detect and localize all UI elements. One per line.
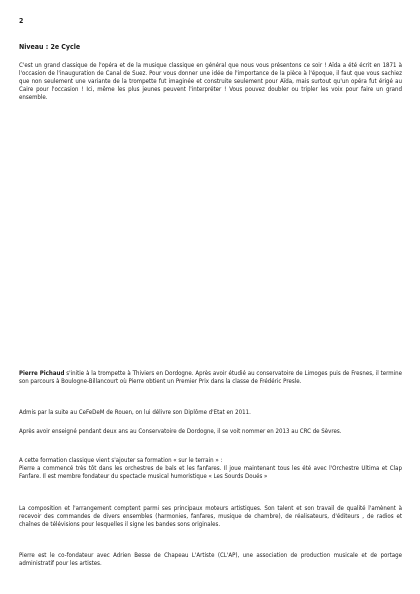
bio-paragraph-4: [19, 457, 402, 481]
bio-paragraph-1: [19, 370, 402, 386]
bio-paragraph-5: La composition et l'arrangement comptent parmi ses principaux moteurs artistiques. Son talent et son travail de qualité l'amènent à recevoir des commandes de divers ensembles (harmonies, fanfares, musique de chambre), de réalisateurs, d'éditeurs , de radios et chaînes de télévisions pour lesquelles il signe les bandes sons originales.: [19, 505, 402, 529]
bio-paragraph-4-text: Pierre a commencé très tôt dans les orchestres de bals et les fanfares. Il joue maintenant tous les été avec l'Orchestre Ultima et Clap Fanfare. Il est membre fondateur du spectacle musical humoristique « Les Sourds Doués »: [19, 465, 402, 481]
bio-paragraph-3: Après avoir enseigné pendant deux ans au Conservatoire de Dordogne, il se voit nommer en 2013 au CRC de Sèvres.: [19, 428, 342, 435]
bio-paragraph-4-intro: A cette formation classique vient s'ajouter sa formation « sur le terrain » :: [19, 457, 223, 464]
level-heading: Niveau : 2e Cycle: [19, 43, 81, 51]
bio-paragraph-1-text: s'initie à la trompette à Thiviers en Dordogne. Après avoir étudié au conservatoire de Limoges puis de Fresnes, il termine son parcours à Boulogne-Billancourt où Pierre obtient un Premier Prix dans la classe de Frédéric Presle.: [19, 370, 402, 386]
bio-paragraph-6: Pierre est le co-fondateur avec Adrien Besse de Chapeau L'Artiste (CL'AP), une association de production musicale et de portage administratif pour les artistes.: [19, 552, 402, 568]
intro-paragraph: C'est un grand classique de l'opéra et de la musique classique en général que nous vous présentons ce soir ! Aïda a été écrit en 1871 à l'occasion de l'inauguration de Canal de Suez. Pour vous donner une idée de l'importance de la pièce à l'époque, il faut que vous sachiez que non seulement une variante de la trompette fut imaginée et construite seulement pour Aïda, mais surtout qu'un opéra fut érigé au Caire pour l'occasion ! Ici, même les plus jeunes peuvent l'interpréter ! Vous pouvez doubler ou tripler les voix pour faire un grand ensemble.: [19, 62, 402, 102]
bio-name: Pierre Pichaud: [19, 370, 65, 377]
bio-paragraph-2: Admis par la suite au CeFeDeM de Rouen, on lui délivre son Diplôme d'Etat en 2011.: [19, 409, 251, 416]
page-number: 2: [19, 17, 24, 25]
